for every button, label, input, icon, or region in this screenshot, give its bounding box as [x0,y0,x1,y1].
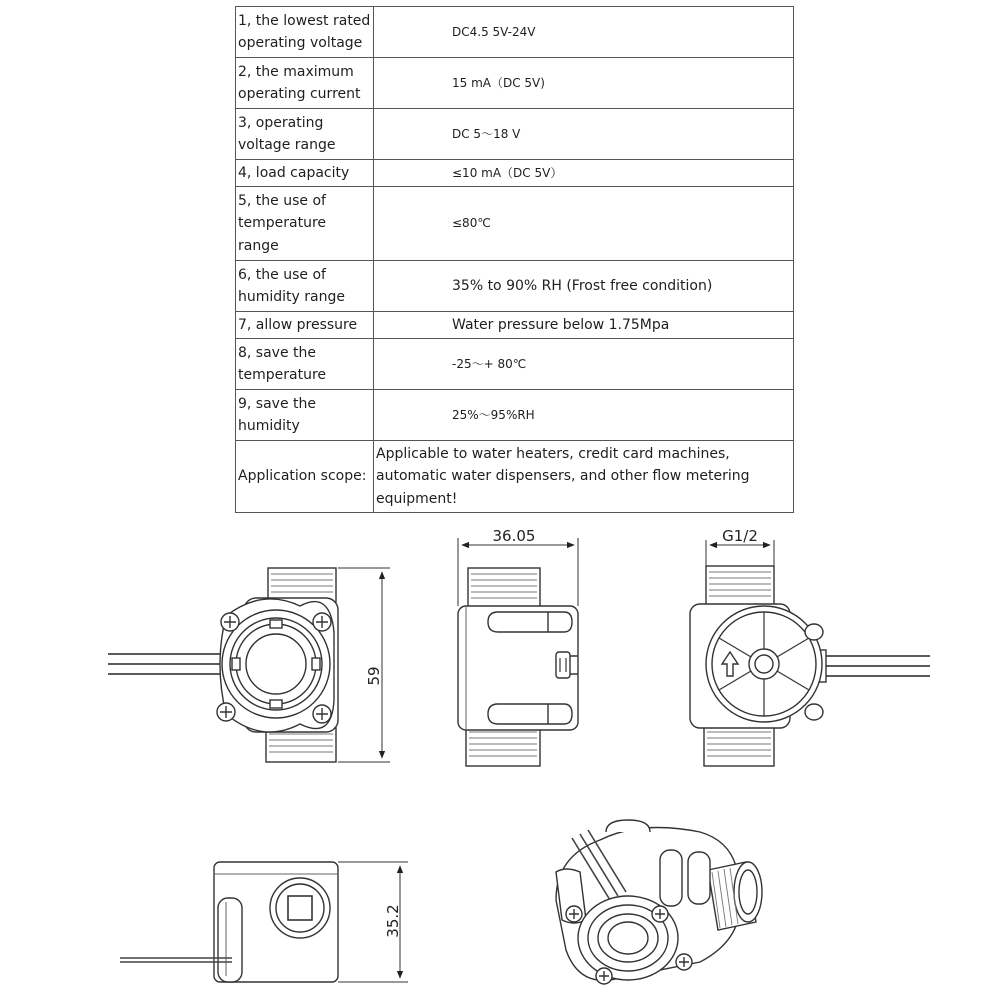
spec-label: 4, load capacity [236,160,374,187]
spec-label: 7, allow pressure [236,312,374,339]
spec-label: 2, the maximum operating current [236,58,374,109]
spec-value: ≤10 mA（DC 5V） [374,160,794,187]
spec-value: ≤80℃ [374,187,794,261]
spec-label: 1, the lowest rated operating voltage [236,7,374,58]
spec-label: 3, operating voltage range [236,109,374,160]
rear-view-drawing [690,566,930,766]
spec-label: Application scope: [236,441,374,513]
spec-value: DC4.5 5V-24V [374,7,794,58]
isometric-view-drawing [556,820,762,984]
spec-value: DC 5～18 V [374,109,794,160]
bottom-view-drawing [120,862,338,982]
front-height-dim-label: 59 [365,666,383,686]
spec-value: 15 mA（DC 5V) [374,58,794,109]
rear-thread-label: G1/2 [722,527,758,545]
spec-label: 6, the use of humidity range [236,261,374,312]
front-height-dimension [338,568,390,762]
spec-value: -25～+ 80℃ [374,339,794,390]
spec-value: Water pressure below 1.75Mpa [374,312,794,339]
spec-value: Applicable to water heaters, credit card machines, automatic water dispensers, and other flow metering equipment! [374,441,794,513]
side-width-dim-label: 36.05 [492,527,536,545]
spec-label: 9, save the humidity [236,390,374,441]
bottom-height-dim-label: 35.2 [384,904,402,938]
spec-label: 5, the use of temperature range [236,187,374,261]
side-view-drawing [458,568,578,766]
spec-label: 8, save the temperature [236,339,374,390]
front-view-drawing [108,568,338,762]
spec-value: 25%～95%RH [374,390,794,441]
spec-value: 35% to 90% RH (Frost free condition) [374,261,794,312]
